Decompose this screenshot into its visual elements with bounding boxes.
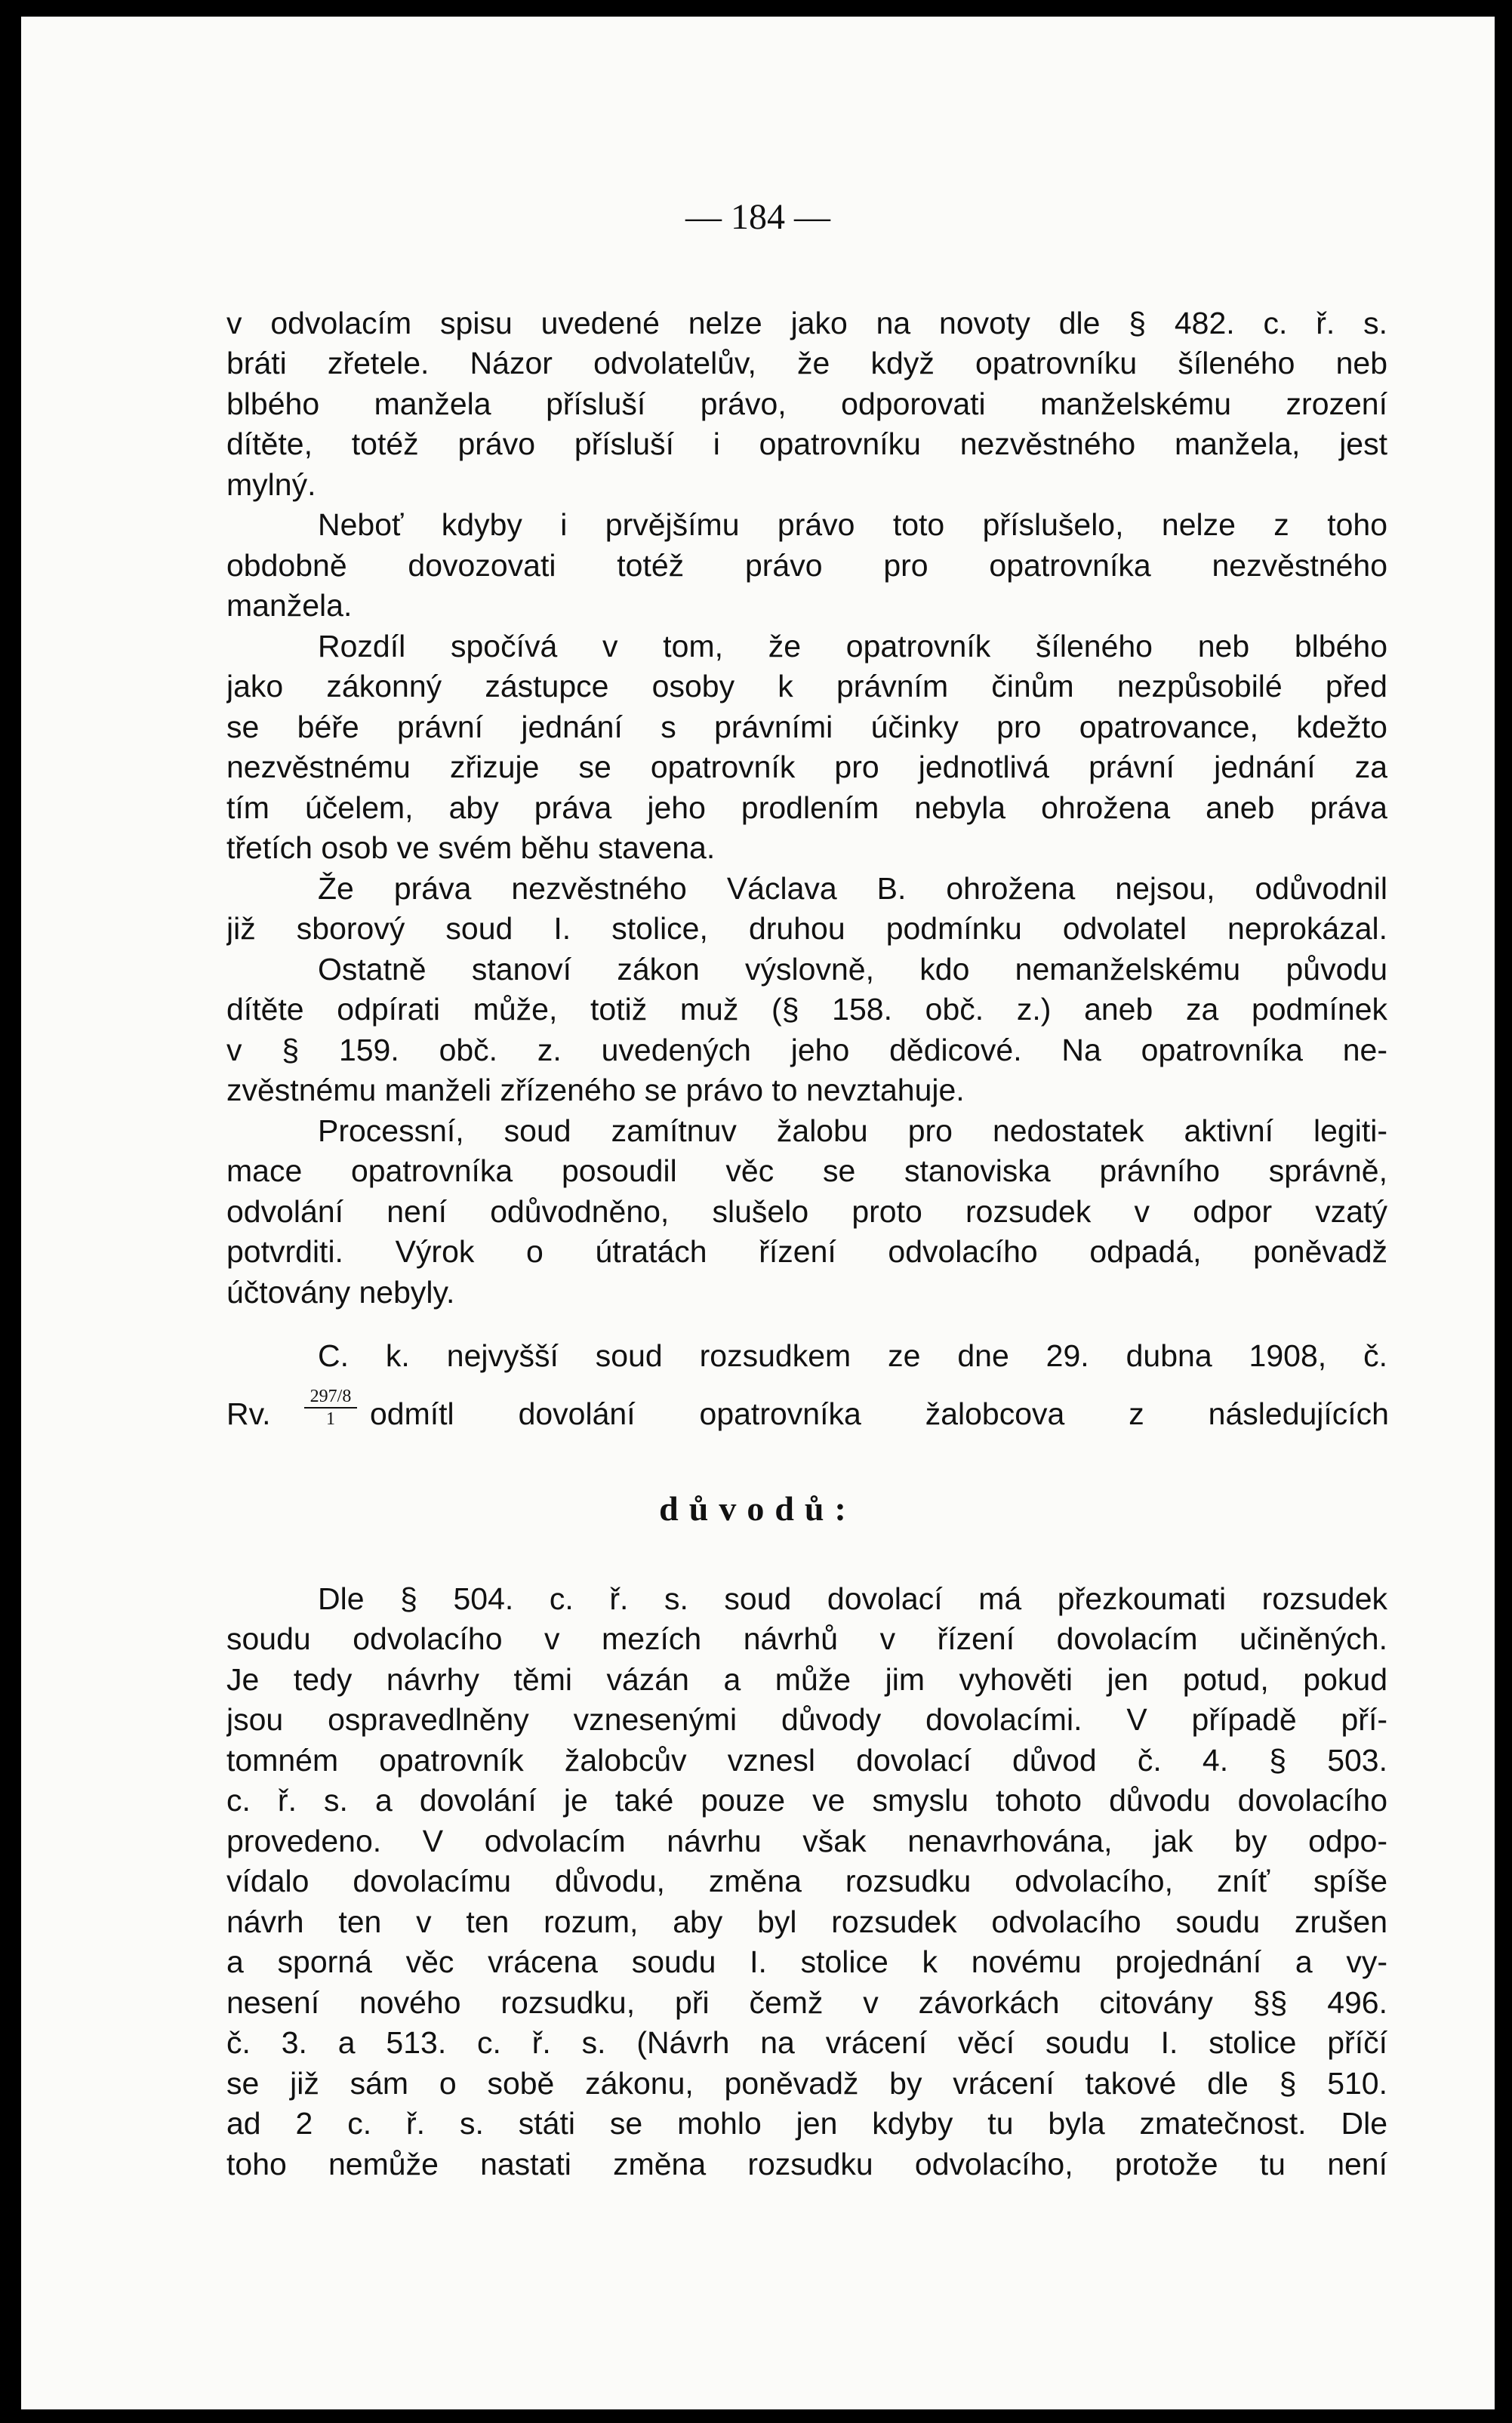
section-heading: důvodů: [659, 1489, 857, 1528]
text-line: nezvěstnému zřizuje se opatrovník pro jednotlivá právní jednání za [226, 750, 1387, 784]
rv-line-text: odmítl dovolání opatrovníka žalobcova z následujících [370, 1396, 1389, 1431]
text-line: se béře právní jednání s právními účinky pro opatrovance, kdežto [226, 710, 1387, 744]
text-line: obdobně dovozovati totéž právo pro opatrovníka nezvěstného [226, 548, 1387, 583]
text-line: dítěte, totéž právo přísluší i opatrovníku nezvěstného manžela, jest [226, 426, 1387, 461]
text-line: Že práva nezvěstného Václava B. ohrožena nejsou, odůvodnil [318, 871, 1387, 906]
text-line: potvrditi. Výrok o útratách řízení odvolacího odpadá, poněvadž [226, 1234, 1387, 1269]
text-line: jsou ospravedlněny vznesenými důvody dovolacími. V případě pří- [226, 1702, 1387, 1737]
text-line: se již sám o sobě zákonu, poněvadž by vrácení takové dle § 510. [226, 2066, 1387, 2101]
text-line: dítěte odpírati může, totiž muž (§ 158. obč. z.) aneb za podmínek [226, 992, 1387, 1027]
text-line: provedeno. V odvolacím návrhu však nenavrhována, jak by odpo- [226, 1824, 1387, 1858]
text-line: již sborový soud I. stolice, druhou podmínku odvolatel neprokázal. [226, 911, 1387, 946]
fraction-numerator: 297/8 [304, 1386, 357, 1409]
text-line: jako zákonný zástupce osoby k právním činům nezpůsobilé před [226, 669, 1387, 704]
text-line: zvěstnému manželi zřízeného se právo to nevztahuje. [226, 1073, 965, 1107]
text-line: tím účelem, aby práva jeho prodlením nebyla ohrožena aneb práva [226, 790, 1387, 825]
case-number-fraction [304, 1386, 357, 1430]
text-line: soudu odvolacího v mezích návrhů v řízení dovolacím učiněných. [226, 1621, 1387, 1656]
text-line: a sporná věc vrácena soudu I. stolice k novému projednání a vy- [226, 1944, 1387, 1979]
rv-reference-line [226, 1386, 1387, 1439]
text-line: mylný. [226, 467, 316, 502]
text-line: bráti zřetele. Názor odvolatelův, že když opatrovníku šíleného neb [226, 346, 1387, 380]
text-line: nesení nového rozsudku, při čemž v závorkách citovány §§ 496. [226, 1985, 1387, 2020]
text-line: účtovány nebyly. [226, 1275, 455, 1310]
text-line: Ostatně stanoví zákon výslovně, kdo nemanželskému původu [318, 952, 1387, 987]
text-line: ad 2 c. ř. s. státi se mohlo jen kdyby tu byla zmatečnost. Dle [226, 2106, 1387, 2141]
book-page [21, 17, 1495, 2409]
text-line: c. ř. s. a dovolání je také pouze ve smyslu tohoto důvodu dovolacího [226, 1783, 1387, 1818]
text-line: Je tedy návrhy těmi vázán a může jim vyhověti jen potud, pokud [226, 1662, 1387, 1697]
text-line: v § 159. obč. z. uvedených jeho dědicové. Na opatrovníka ne- [226, 1033, 1387, 1067]
page-number: — 184 — [685, 197, 830, 237]
text-line: vídalo dovolacímu důvodu, změna rozsudku odvolacího, zníť spíše [226, 1864, 1387, 1898]
text-line: Rozdíl spočívá v tom, že opatrovník šíleného neb blbého [318, 629, 1387, 663]
text-line: Dle § 504. c. ř. s. soud dovolací má přezkoumati rozsudek [318, 1581, 1387, 1616]
text-line: třetích osob ve svém běhu stavena. [226, 830, 716, 865]
fraction-denominator: 1 [326, 1409, 335, 1429]
text-line: blbého manžela přísluší právo, odporovati manželskému zrození [226, 386, 1387, 421]
text-line: mace opatrovníka posoudil věc se stanoviska právního správně, [226, 1153, 1387, 1188]
text-line: v odvolacím spisu uvedené nelze jako na novoty dle § 482. c. ř. s. [226, 306, 1387, 340]
text-line: toho nemůže nastati změna rozsudku odvolacího, protože tu není [226, 2147, 1387, 2181]
text-line: Processní, soud zamítnuv žalobu pro nedostatek aktivní legiti- [318, 1113, 1387, 1148]
text-line: odvolání není odůvodněno, slušelo proto rozsudek v odpor vzatý [226, 1194, 1387, 1229]
text-line: tomném opatrovník žalobcův vznesl dovolací důvod č. 4. § 503. [226, 1743, 1387, 1778]
text-line: Neboť kdyby i prvějšímu právo toto příslušelo, nelze z toho [318, 507, 1387, 542]
rv-label: Rv. [226, 1396, 271, 1431]
text-line: C. k. nejvyšší soud rozsudkem ze dne 29. dubna 1908, č. [318, 1338, 1387, 1373]
text-line: č. 3. a 513. c. ř. s. (Návrh na vrácení věcí soudu I. stolice příčí [226, 2025, 1387, 2060]
text-line: manžela. [226, 588, 353, 623]
text-line: návrh ten v ten rozum, aby byl rozsudek odvolacího soudu zrušen [226, 1904, 1387, 1939]
